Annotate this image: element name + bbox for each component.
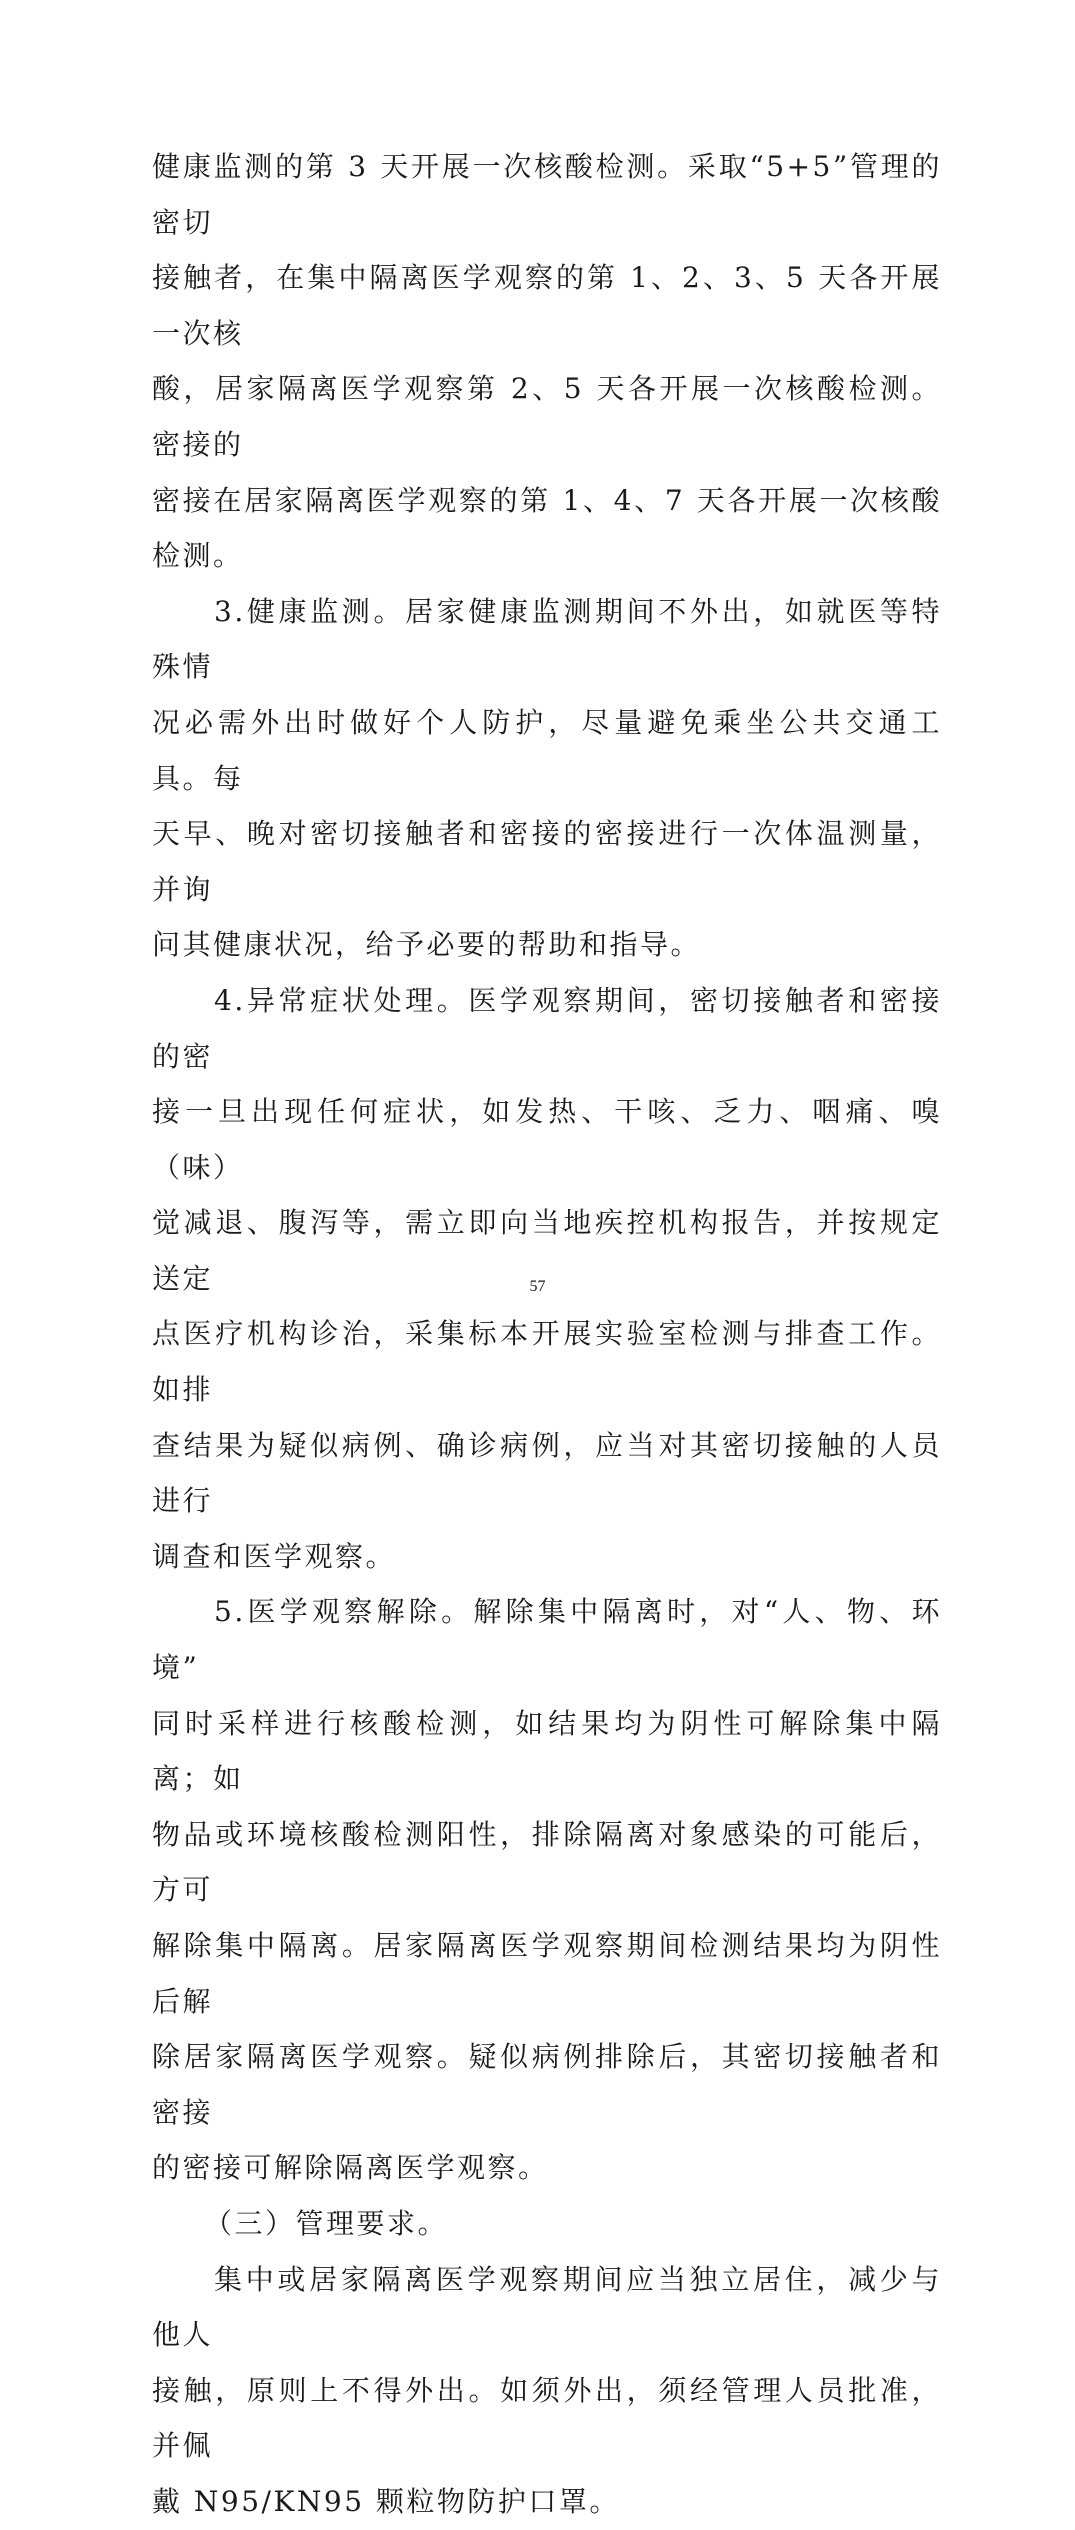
- text-line: 问其健康状况，给予必要的帮助和指导。: [152, 928, 702, 962]
- text-line: 物品或环境核酸检测阳性，排除隔离对象感染的可能后，方可: [152, 1817, 942, 1907]
- text-line: 健康监测的第 3 天开展一次核酸检测。采取“5+5”管理的密切: [152, 150, 942, 239]
- text-line: 接触，原则上不得外出。如须外出，须经管理人员批准，并佩: [152, 2373, 942, 2463]
- text-line: 戴 N95/KN95 颗粒物防护口罩。: [152, 2484, 620, 2518]
- page-number: 57: [529, 1278, 546, 1295]
- text-line: 解除集中隔离。居家隔离医学观察期间检测结果均为阴性后解: [152, 1929, 942, 2018]
- text-line: 查结果为疑似病例、确诊病例，应当对其密切接触的人员进行: [152, 1428, 942, 1518]
- text-line: 况必需外出时做好个人防护，尽量避免乘坐公共交通工具。每: [152, 705, 942, 795]
- text-line: 5.医学观察解除。解除集中隔离时，对“人、物、环境”: [152, 1595, 942, 1685]
- paragraph-release-observation: [152, 1584, 942, 2196]
- text-line: 酸，居家隔离医学观察第 2、5 天各开展一次核酸检测。密接的: [152, 372, 942, 461]
- text-line: 点医疗机构诊治，采集标本开展实验室检测与排查工作。如排: [152, 1317, 942, 1407]
- text-line: 除居家隔离医学观察。疑似病例排除后，其密切接触者和密接: [152, 2040, 942, 2129]
- section-heading-management-requirements: [152, 2196, 942, 2252]
- text-line: 的密接可解除隔离医学观察。: [152, 2151, 549, 2185]
- text-line: 3.健康监测。居家健康监测期间不外出，如就医等特殊情: [152, 594, 942, 684]
- paragraph-testing-schedule: [152, 139, 942, 584]
- text-line: 集中或居家隔离医学观察期间应当独立居住，减少与他人: [152, 2262, 942, 2352]
- text-line: 天早、晚对密切接触者和密接的密接进行一次体温测量，并询: [152, 817, 942, 906]
- body-text: [152, 139, 942, 2530]
- text-line: 接一旦出现任何症状，如发热、干咳、乏力、咽痛、嗅（味）: [152, 1095, 942, 1184]
- text-line: 密接在居家隔离医学观察的第 1、4、7 天各开展一次核酸检测。: [152, 483, 942, 573]
- paragraph-health-monitoring: [152, 584, 942, 973]
- text-line: 觉减退、腹泻等，需立即向当地疾控机构报告，并按规定送定: [152, 1206, 942, 1295]
- text-line: 4.异常症状处理。医学观察期间，密切接触者和密接的密: [152, 983, 942, 1073]
- text-line: 同时采样进行核酸检测，如结果均为阴性可解除集中隔离；如: [152, 1706, 942, 1796]
- paragraph-management-requirements: [152, 2252, 942, 2530]
- text-line: 接触者，在集中隔离医学观察的第 1、2、3、5 天各开展一次核: [152, 261, 942, 350]
- text-line: （三）管理要求。: [204, 2206, 449, 2240]
- text-line: 调查和医学观察。: [152, 1539, 397, 1573]
